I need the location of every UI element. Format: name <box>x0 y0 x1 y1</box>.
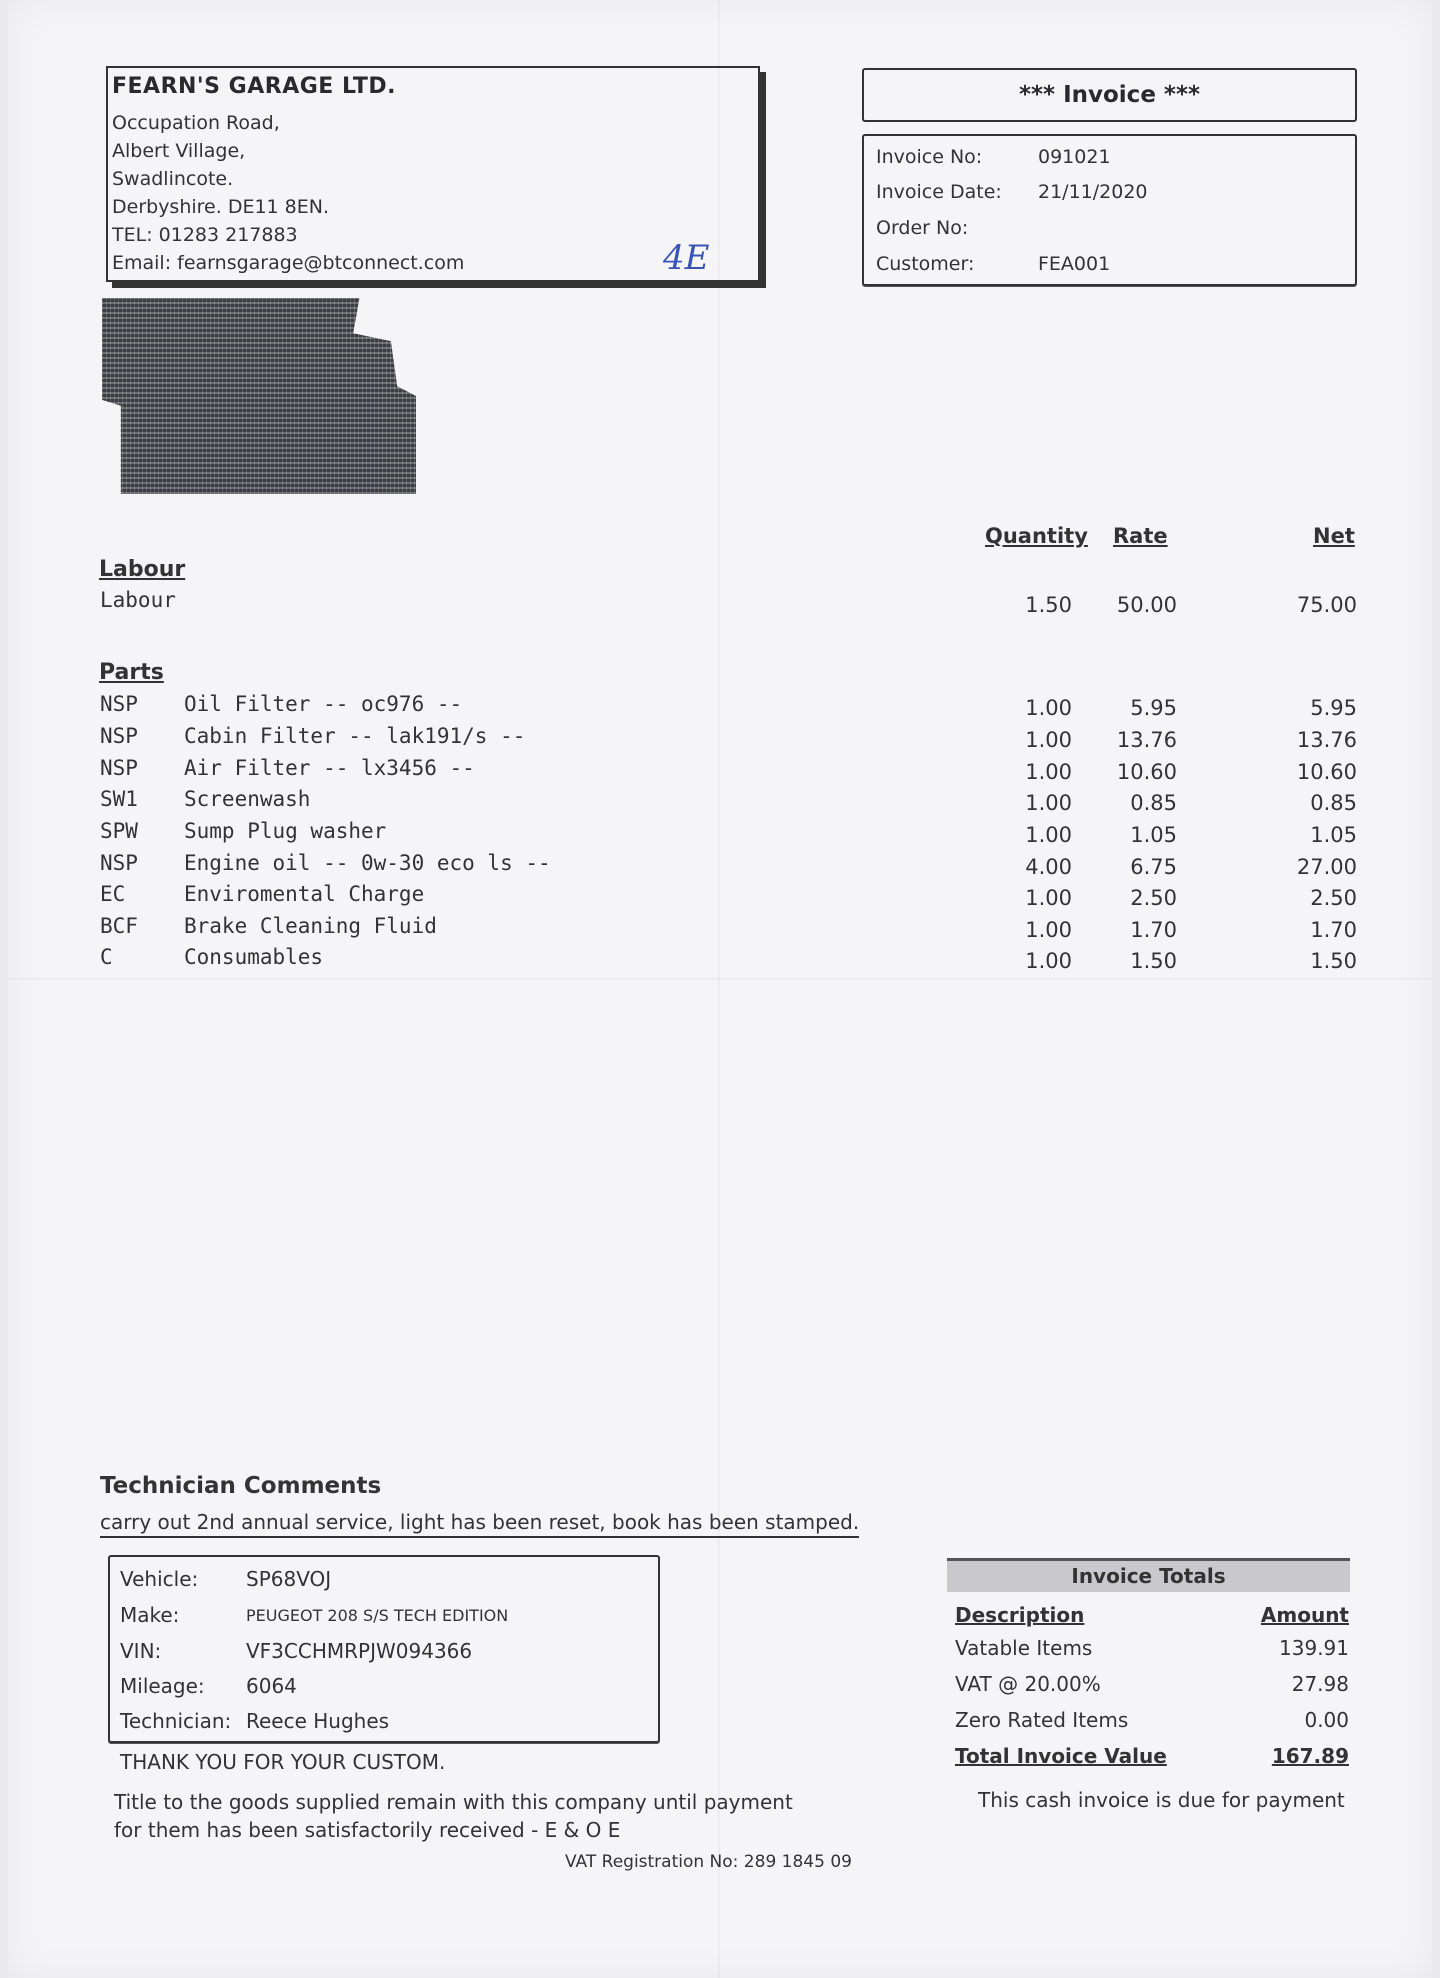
part-rate: 10.60 <box>1116 760 1177 784</box>
handwritten-note: 4E <box>663 238 710 278</box>
part-row <box>0 756 1440 787</box>
labour-section-title: Labour <box>99 557 186 582</box>
part-quantity: 4.00 <box>1025 855 1072 879</box>
make-label: Make: <box>120 1603 180 1627</box>
zero-rated-amount: 0.00 <box>1304 1708 1349 1732</box>
part-row <box>0 787 1440 818</box>
address-line: Swadlincote. <box>112 168 234 190</box>
invoice-no-label: Invoice No: <box>876 146 983 168</box>
total-invoice-value: 167.89 <box>1271 1744 1349 1768</box>
customer-label: Customer: <box>876 253 975 275</box>
technician-comment: carry out 2nd annual service, light has been reset, book has been stamped. <box>100 1510 859 1538</box>
vehicle-make: PEUGEOT 208 S/S TECH EDITION <box>246 1606 509 1625</box>
part-row <box>0 945 1440 976</box>
address-line: Albert Village, <box>112 140 246 162</box>
part-quantity: 1.00 <box>1025 728 1072 752</box>
part-quantity: 1.00 <box>1025 886 1072 910</box>
address-line: Occupation Road, <box>112 112 280 134</box>
invoice-totals-heading: Invoice Totals <box>947 1558 1350 1592</box>
vat-label: VAT @ 20.00% <box>955 1672 1101 1696</box>
part-description: Sump Plug washer <box>184 819 387 843</box>
line-description: Labour <box>100 588 176 612</box>
part-code: EC <box>100 882 126 906</box>
part-rate: 5.95 <box>1130 696 1177 720</box>
customer-value: FEA001 <box>1038 253 1111 275</box>
part-net: 1.70 <box>1310 918 1357 942</box>
amount-header: Amount <box>1260 1603 1349 1627</box>
part-description: Air Filter -- lx3456 -- <box>184 756 475 780</box>
invoice-heading: *** Invoice *** <box>862 68 1357 122</box>
part-code: C <box>100 945 113 969</box>
part-net: 0.85 <box>1310 791 1357 815</box>
vehicle-mileage: 6064 <box>246 1674 297 1698</box>
part-row <box>0 882 1440 913</box>
part-description: Enviromental Charge <box>184 882 425 906</box>
part-rate: 0.85 <box>1130 791 1177 815</box>
part-row <box>0 724 1440 755</box>
parts-section-title: Parts <box>99 660 164 685</box>
vehicle-registration: SP68VOJ <box>246 1567 332 1591</box>
telephone: TEL: 01283 217883 <box>112 224 298 246</box>
labour-row <box>0 588 1440 619</box>
line-rate: 50.00 <box>1116 593 1177 617</box>
part-code: NSP <box>100 724 138 748</box>
part-net: 1.50 <box>1310 949 1357 973</box>
description-header: Description <box>955 1603 1085 1627</box>
company-address-box <box>106 66 760 282</box>
part-code: BCF <box>100 914 138 938</box>
paper-fold <box>8 978 1432 980</box>
part-description: Oil Filter -- oc976 -- <box>184 692 463 716</box>
part-rate: 13.76 <box>1116 728 1177 752</box>
part-description: Screenwash <box>184 787 311 811</box>
part-code: NSP <box>100 692 138 716</box>
part-quantity: 1.00 <box>1025 823 1072 847</box>
company-name: FEARN'S GARAGE LTD. <box>112 74 396 99</box>
zero-rated-label: Zero Rated Items <box>955 1708 1129 1732</box>
terms-text <box>114 1788 834 1844</box>
total-invoice-label: Total Invoice Value <box>955 1744 1167 1768</box>
part-row <box>0 851 1440 882</box>
part-quantity: 1.00 <box>1025 949 1072 973</box>
invoice-meta-box <box>862 134 1357 286</box>
technician-comments-title: Technician Comments <box>100 1473 382 1499</box>
terms-line: for them has been satisfactorily received - E & O E <box>114 1818 621 1842</box>
part-rate: 1.05 <box>1130 823 1177 847</box>
part-quantity: 1.00 <box>1025 791 1072 815</box>
vatable-items-amount: 139.91 <box>1279 1636 1349 1660</box>
vehicle-label: Vehicle: <box>120 1567 199 1591</box>
order-no-label: Order No: <box>876 217 969 239</box>
part-description: Cabin Filter -- lak191/s -- <box>184 724 526 748</box>
part-net: 27.00 <box>1296 855 1357 879</box>
part-code: NSP <box>100 851 138 875</box>
thank-you-note: THANK YOU FOR YOUR CUSTOM. <box>120 1750 446 1774</box>
part-rate: 2.50 <box>1130 886 1177 910</box>
vat-amount: 27.98 <box>1291 1672 1349 1696</box>
part-row <box>0 692 1440 723</box>
quantity-column-header: Quantity <box>985 524 1088 548</box>
payment-due-note: This cash invoice is due for payment <box>978 1788 1345 1812</box>
technician-name: Reece Hughes <box>246 1709 390 1733</box>
email: Email: fearnsgarage@btconnect.com <box>112 252 465 274</box>
invoice-no-value: 091021 <box>1038 146 1111 168</box>
net-column-header: Net <box>1313 524 1355 548</box>
part-code: SPW <box>100 819 138 843</box>
line-net: 75.00 <box>1296 593 1357 617</box>
part-rate: 1.50 <box>1130 949 1177 973</box>
part-quantity: 1.00 <box>1025 696 1072 720</box>
invoice-date-label: Invoice Date: <box>876 181 1002 203</box>
part-net: 1.05 <box>1310 823 1357 847</box>
part-quantity: 1.00 <box>1025 760 1072 784</box>
part-code: NSP <box>100 756 138 780</box>
part-net: 10.60 <box>1296 760 1357 784</box>
rate-column-header: Rate <box>1113 524 1168 548</box>
part-net: 13.76 <box>1296 728 1357 752</box>
technician-label: Technician: <box>120 1709 232 1733</box>
vatable-items-label: Vatable Items <box>955 1636 1093 1660</box>
paper-fold <box>718 0 720 1978</box>
part-quantity: 1.00 <box>1025 918 1072 942</box>
part-row <box>0 819 1440 850</box>
part-description: Brake Cleaning Fluid <box>184 914 437 938</box>
part-description: Consumables <box>184 945 324 969</box>
part-row <box>0 914 1440 945</box>
vat-registration: VAT Registration No: 289 1845 09 <box>565 1852 852 1872</box>
terms-line: Title to the goods supplied remain with this company until payment <box>114 1790 793 1814</box>
line-quantity: 1.50 <box>1025 593 1072 617</box>
mileage-label: Mileage: <box>120 1674 205 1698</box>
part-rate: 1.70 <box>1130 918 1177 942</box>
vehicle-details-box <box>108 1555 660 1743</box>
part-net: 5.95 <box>1310 696 1357 720</box>
invoice-date-value: 21/11/2020 <box>1038 181 1148 203</box>
part-net: 2.50 <box>1310 886 1357 910</box>
part-code: SW1 <box>100 787 138 811</box>
part-rate: 6.75 <box>1130 855 1177 879</box>
address-line: Derbyshire. DE11 8EN. <box>112 196 330 218</box>
vehicle-vin: VF3CCHMRPJW094366 <box>246 1639 473 1663</box>
part-description: Engine oil -- 0w-30 eco ls -- <box>184 851 551 875</box>
vin-label: VIN: <box>120 1639 162 1663</box>
